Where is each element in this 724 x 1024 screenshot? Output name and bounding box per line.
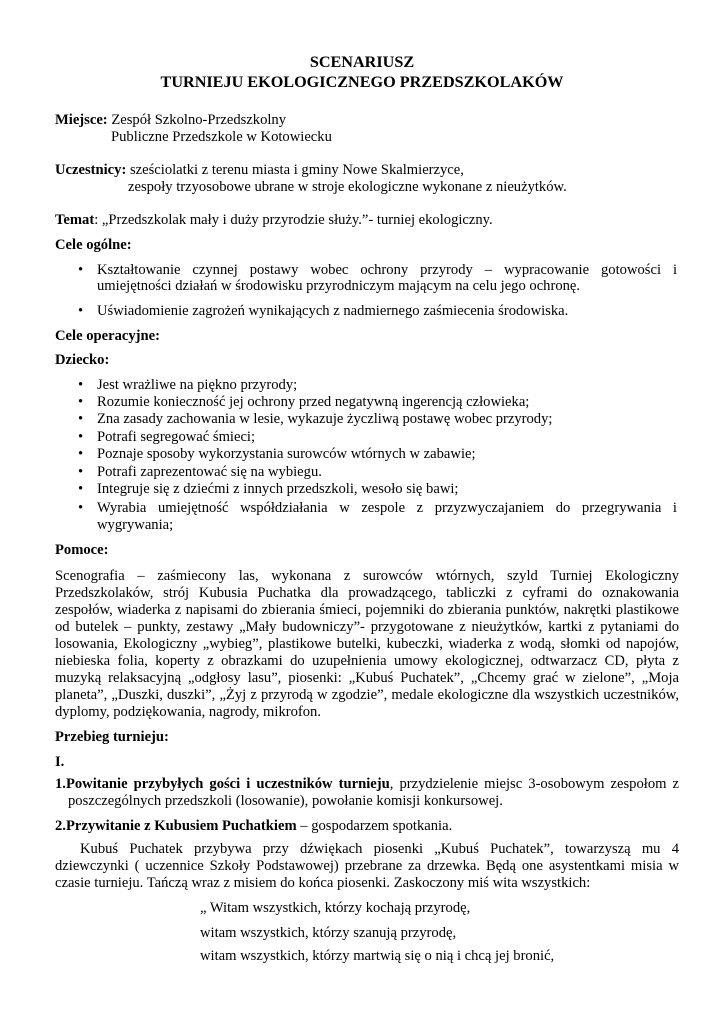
poem-line: „ Witam wszystkich, którzy kochają przyrodę, (200, 900, 471, 916)
miejsce-line1 (55, 112, 286, 129)
uczestnicy-line2: zespoły trzyosobowe ubrane w stroje ekologiczne wykonane z nieużytków. (128, 179, 567, 195)
section-roman-numeral: I. (55, 754, 65, 770)
cele-operacyjne-item: Poznaje sposoby wykorzystania surowców wtórnych w zabawie; (97, 446, 476, 462)
poem-line: witam wszystkich, którzy szanują przyrodę, (200, 925, 457, 941)
bullet-icon: • (78, 394, 84, 410)
pomoce-line: zespołów, wiaderka z napisami do zbierania śmieci, pojemniki do zbierania punktów, nakrętki plastikowe (55, 602, 679, 618)
point1-line1 (55, 776, 679, 793)
cele-operacyjne-item: Zna zasady zachowania w lesie, wykazuje życzliwą postawę wobec przyrody; (97, 411, 553, 427)
temat-line (55, 212, 493, 229)
cele-ogolne-item2: Uświadomienie zagrożeń wynikających z nadmiernego zaśmiecenia środowiska. (97, 303, 569, 319)
bullet-icon: • (78, 262, 84, 278)
pomoce-line: losowania, Ekologiczny „wybieg”, plastikowe butelki, kubeczki, wiaderka z wodą, słomki od napojów, (55, 636, 679, 652)
point1-line2: poszczególnych przedszkoli (losowanie), powołanie komisji konkursowej. (68, 793, 503, 809)
temat-text: : „Przedszkolak mały i duży przyrodzie służy.”- turniej ekologiczny. (94, 212, 493, 228)
bullet-icon: • (78, 411, 84, 427)
przebieg-heading: Przebieg turnieju: (55, 729, 169, 745)
miejsce-label: Miejsce: (55, 112, 108, 128)
pomoce-heading: Pomoce: (55, 542, 109, 558)
uczestnicy-label: Uczestnicy: (55, 162, 127, 178)
document-title-line1: SCENARIUSZ (309, 53, 415, 71)
bullet-icon: • (78, 464, 84, 480)
point2-number: 2. (55, 818, 66, 834)
paragraph-line: Kubuś Puchatek przybywa przy dźwiękach piosenki „Kubuś Puchatek”, towarzyszą mu 4 (80, 841, 679, 857)
point1-rest: , przydzielenie miejsc 3-osobowym zespołom z (389, 776, 679, 792)
uczestnicy-line1 (55, 162, 464, 179)
point2-line (55, 818, 452, 835)
bullet-icon: • (78, 303, 84, 319)
pomoce-line: Scenografia – zaśmiecony las, wykonana z surowców wtórnych, szyld Turniej Ekologiczny (55, 568, 679, 584)
point2-rest: – gospodarzem spotkania. (296, 818, 453, 834)
temat-label: Temat (55, 212, 95, 228)
cele-ogolne-item1-line2: umiejętności działań w środowisku przyrodniczym mającym na celu jego ochronę. (97, 278, 581, 294)
cele-operacyjne-item: Jest wrażliwe na piękno przyrody; (97, 377, 298, 393)
bullet-icon: • (78, 446, 84, 462)
pomoce-line: planeta”, „Duszki, duszki”, „Żyj z przyrodą w zgodzie”, medale ekologiczne dla wszystkich uczestników, (55, 687, 679, 703)
bullet-icon: • (78, 377, 84, 393)
miejsce-value: Zespół Szkolno-Przedszkolny (111, 112, 287, 128)
poem-line: witam wszystkich, którzy martwią się o nią i chcą jej bronić, (200, 948, 555, 964)
point1-title: Powitanie przybyłych gości i uczestników turnieju (65, 776, 390, 792)
bullet-icon: • (78, 500, 84, 516)
pomoce-line: od butelek – punkty, zestawy „Mały budowniczy”- przygotowane z nieużytków, kartki z pytaniami do (55, 619, 679, 635)
cele-ogolne-item1-line1: Kształtowanie czynnej postawy wobec ochrony przyrody – wypracowanie gotowości i (97, 262, 677, 278)
document-title-line2: TURNIEJU EKOLOGICZNEGO PRZEDSZKOLAKÓW (160, 73, 564, 91)
cele-operacyjne-item: Potrafi zaprezentować się na wybiegu. (97, 464, 322, 480)
paragraph-line: dziewczynki ( uczennice Szkoły Podstawowej) przebrane za drzewka. Będą one asystentkami misia w (55, 858, 679, 874)
pomoce-last-line: dyplomy, podziękowania, nagrody, mikrofon. (55, 704, 322, 720)
bullet-icon: • (78, 429, 84, 445)
paragraph-last-line: czasie turnieju. Tańczą wraz z misiem do końca piosenki. Zaskoczony miś wita wszystkich: (55, 875, 591, 891)
cele-operacyjne-item: Integruje się z dziećmi z innych przedszkoli, wesoło się bawi; (97, 481, 459, 497)
pomoce-line: niebieska folia, koperty z obrazkami do uzupełnienia umowy ekologicznej, odtwarzacz CD, płyta z (55, 653, 679, 669)
uczestnicy-value: sześciolatki z terenu miasta i gminy Nowe Skalmierzyce, (129, 162, 464, 178)
pomoce-line: muzyką relaksacyjną „odgłosy lasu”, piosenki: „Kubuś Puchatek”, „Chcemy grać w zielone”, „Moja (55, 670, 679, 686)
point2-title: Przywitanie z Kubusiem Puchatkiem (65, 818, 297, 834)
cele-operacyjne-item: Potrafi segregować śmieci; (97, 429, 256, 445)
miejsce-line2: Publiczne Przedszkole w Kotowiecku (111, 129, 332, 145)
cele-ogolne-heading: Cele ogólne: (55, 237, 132, 253)
dziecko-subheading: Dziecko: (55, 352, 110, 368)
pomoce-line: Przedszkolaków, strój Kubusia Puchatka dla prowadzącego, tabliczki z cyframi do oznakowania (55, 585, 679, 601)
cele-operacyjne-item: Rozumie konieczność jej ochrony przed negatywną ingerencją człowieka; (97, 394, 530, 410)
bullet-icon: • (78, 481, 84, 497)
cele-operacyjne-item-last-line2: wygrywania; (97, 517, 174, 533)
cele-operacyjne-heading: Cele operacyjne: (55, 328, 160, 344)
point1-number: 1. (55, 776, 66, 792)
cele-operacyjne-item-last-line1: Wyrabia umiejętność współdziałania w zespole z przyzwyczajaniem do przegrywania i (97, 500, 677, 516)
